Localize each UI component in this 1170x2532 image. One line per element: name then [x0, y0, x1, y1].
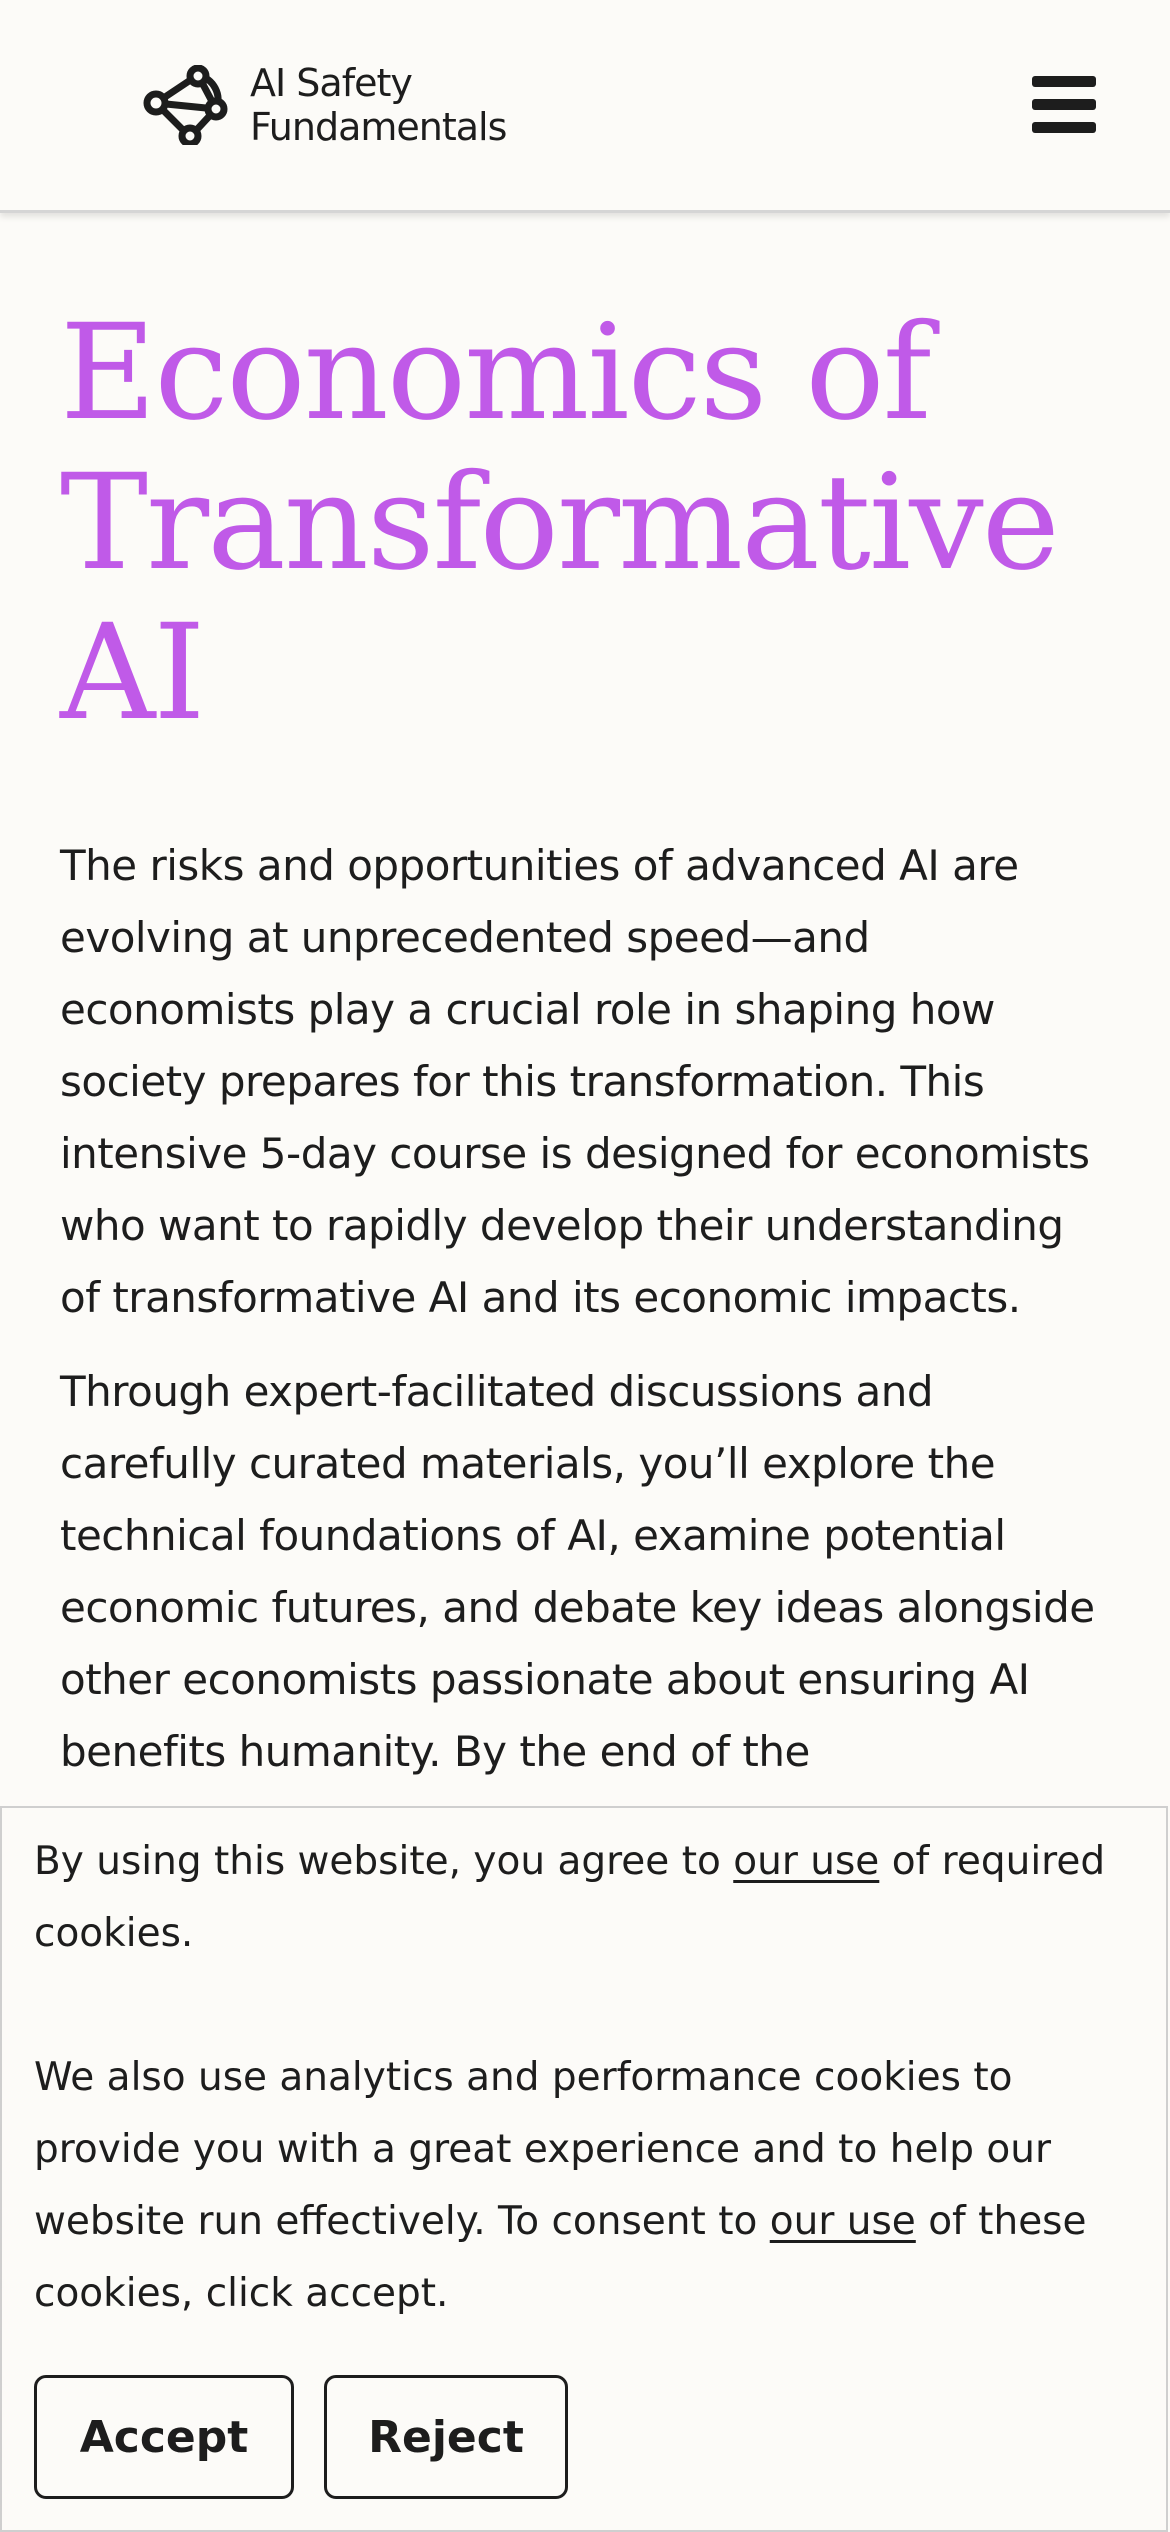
cookie-text-1-before: By using this website, you agree to [34, 1839, 734, 1884]
title-line-1: Economics of [60, 296, 930, 450]
hamburger-menu-button[interactable] [1022, 68, 1100, 140]
cookie-consent-banner [0, 1806, 1168, 2532]
intro-paragraph-2: Through expert-facilitated discussions and carefully curated materials, you’ll explore the technical foundations of AI, examine potential economic futures, and debate key ideas alongside other economists passionate about ensuring AI benefits humanity. By the end of the [60, 1367, 1095, 1776]
cookie-text-1-after: of required cookies. [34, 1839, 1106, 1956]
reject-button[interactable]: Reject [324, 2375, 568, 2499]
site-logo[interactable] [142, 60, 506, 150]
logo-wordmark [250, 61, 506, 149]
site-header [0, 0, 1170, 213]
cookie-analytics-notice [34, 2042, 1134, 2330]
intro-paragraph-1: The risks and opportunities of advanced AI are evolving at unprecedented speed—and economists play a crucial role in shaping how society prepares for this transformation. This intensive 5-day course is designed for economists who want to rapidly develop their understanding of transformative AI and its economic impacts. [60, 841, 1090, 1322]
network-node-icon [142, 65, 230, 145]
logo-line-2: Fundamentals [250, 105, 507, 149]
cookie-text-2-after: of these cookies, click accept. [34, 2199, 1087, 2316]
main-content [60, 210, 1110, 1788]
our-use-link-2[interactable]: our use [769, 2199, 916, 2244]
title-line-2: Transformative [60, 446, 1058, 600]
cookie-text-2-before: We also use analytics and performance cookies to provide you with a great experience and to help our website run effectively. To consent to [34, 2055, 1052, 2244]
menu-bar-bottom [1032, 122, 1096, 133]
our-use-link[interactable]: our use [733, 1839, 880, 1884]
cookie-required-notice [34, 1826, 1134, 1970]
logo-line-1: AI Safety [250, 61, 412, 105]
menu-bar-top [1032, 76, 1096, 87]
accept-button[interactable]: Accept [34, 2375, 294, 2499]
page-title [60, 210, 1110, 748]
menu-bar-middle [1032, 99, 1096, 110]
title-line-3: AI [60, 596, 204, 750]
